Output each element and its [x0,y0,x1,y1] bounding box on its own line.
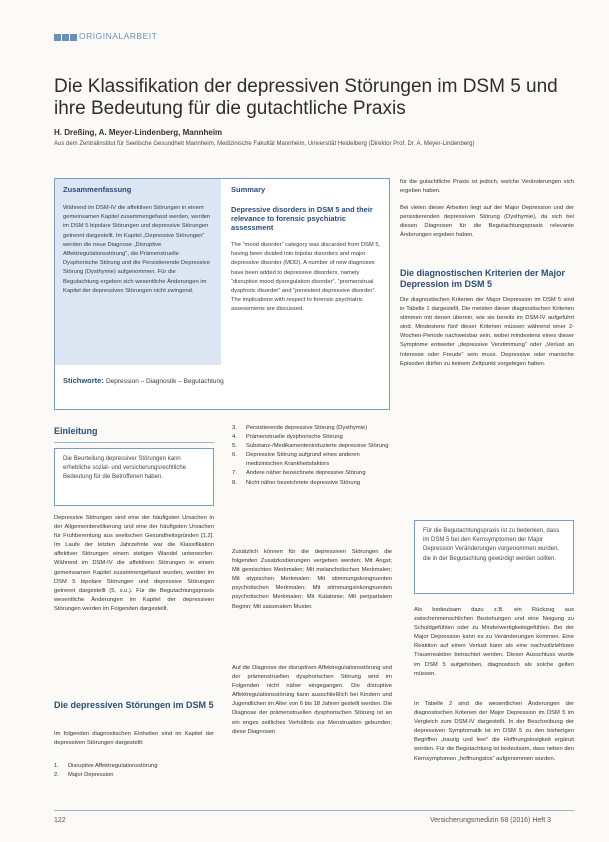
dsm5-section-heading: Die depressiven Störungen im DSM 5 [54,700,214,710]
list-item: 1. Disruptive Affektregulationsstörung [54,763,158,769]
dsm5-intro: Im folgenden diagnostischen Einheiten sind im Kapitel der depressiven Störungen dargestellt: [54,731,214,747]
right-note-box: Für die Begutachtungspraxis ist zu bedenken, dass im DSM 5 bei den Kernsymptomen der Major Depression Veränderungen vorgenommen wurden, die in der Begutachtung gewürdigt werden sollten. [414,520,574,594]
keywords-value: Depression – Diagnostik – Begutachtung [105,378,224,385]
header-square-icon [54,34,61,41]
journal-citation: Versicherungsmedizin 68 (2016) Heft 3 [430,817,552,824]
list-item: 6. Depressive Störung aufgrund eines anderen medizinischen Krankheitsfaktors [232,452,360,468]
divider [54,442,214,443]
abstract-german-heading: Zusammenfassung [63,185,132,194]
abstract-english-heading: Summary [231,185,266,194]
einleitung-note-box: Die Beurteilung depressiver Störungen kann erhebliche sozial- und versicherungsrechtliche Bedeutung für die Betroffenen haben. [54,448,214,506]
list-item: 5. Substanz-/Medikamenteninduzierte depressive Störung [232,443,389,450]
einleitung-heading: Einleitung [54,426,98,436]
abstract-german-text: Während im DSM-IV die affektiven Störungen in einem gemeinsamen Kapitel zusammengefasst werden, werden im DSM 5 bipolare Störungen und depressive Störungen getrennt dargestellt. Im Kapitel „Depressive Störungen“ werden die neue Diagnose „Disruptive Affektregulationsstörung“, die Prämenstruelle Dysphorische Störung und die Persistierende Depressive Störung (Dysthymie) aufgenommen. Für die Begutachtung ergeben sich wesentliche Änderungen im Kapitel der depressiven Störungen nicht zwingend. [63,205,211,294]
abstract-english-text: The “mood disorder” category was discarded from DSM 5, having been divided into bipolar disorders and major depressive disorder (MDD). A number of new diagnoses have been added to depressive disorders, namely “disruptive mood dysregulation disorder”, “premenstrual dysphoric disorder” and “persistent depressive disorder”. The implications with respect to forensic psychiatric assessments are discussed. [231,242,381,313]
keywords [63,376,383,385]
middle-text-1: Zusätzlich können für die depressiven Störungen die folgenden Zusatzkodierungen vergeben werden: Mit Angst; Mit gemischten Merkmalen; Mit melancholischen Merkmalen; Mit atypischen Merkmalen; Mit stimmungskongruenten psychotischen Merkmalen; Mit stimmungsinkongruenten psychotischen Merkmalen; Mit Katatonie; Mit peripartalem Beginn; Mit saisonalem Muster. [232,549,392,610]
header-square-icon [62,34,69,41]
keywords-label: Stichworte: [63,376,104,385]
list-item: 8. Nicht näher bezeichnete depressive Störung [232,479,361,486]
abstract-english-subtitle: Depressive disorders in DSM 5 and their relevance to forensic psychiatric assessment [231,205,373,232]
abstract-box [54,178,390,410]
list-item: 7. Andere näher bezeichnete depressive Störung [232,470,366,477]
section-label: ORIGINALARBEIT [79,31,158,41]
dsm5-list-middle [232,424,392,488]
footer-divider [54,810,574,811]
right-text-2: Bei vielen dieser Arbeiten liegt auf der Major Depression und der persistierenden depressiven Störung (Dysthymie), da sich bei diesen Diagnosen für die Begutachtungspraxis relevante Änderungen ergeben haben. [400,205,574,239]
middle-text-2: Auf die Diagnose der disruptiven Affektregulationsstörung und der prämenstruellen dysphorischen Störung wird im Folgenden nicht näher eingegangen. Die disruptive Affektregulationsstörung kann ausschließlich bei Kindern und Jugendlichen im Alter von 6 bis 18 Jahren gestellt werden. Die Diagnose der prämenstruellen dysphorischen Störung ist an ein enges zeitliches Verhältnis zur Menstruation gebunden; diese Diagnosen [232,665,392,735]
affiliation: Aus dem Zentralinstitut für Seelische Gesundheit Mannheim, Medizinische Fakultät Mannheim, Universität Heidelberg (Direktor Prof. Dr. A. Meyer-Lindenberg) [54,141,475,147]
list-item: 2. Major Depression [54,772,114,779]
article-title: Die Klassifikation der depressiven Störungen im DSM 5 und ihre Bedeutung für die gutachtliche Praxis [54,76,558,119]
list-item: 3. Persistierende depressive Störung (Dysthymie) [232,425,368,431]
right-text-1: für die gutachtliche Praxis ist jedoch, welche Veränderungen sich ergeben haben. [400,179,574,195]
right-text-4: Als bedeutsam dazu z.B. ein Rückzug aus zwischenmenschlichen Beziehungen und eine Neigung zu Schuldgefühlen oder zu Minderwertigkeitsgefühlen. Bei der Major Depression kann es zu Veränderungen kommen. Eine Reaktion auf einen Verlust kann als eine nachvollziehbare Trauerreaktion betrachtet werden. Dieser Ausschluss wurde im DSM 5 aufgehoben, diagnostisch als solche gelten müssen. [414,607,574,677]
einleitung-text: Depressive Störungen sind eine der häufigsten Ursachen in der Allgemeinbevölkerung und eine der häufigsten Ursachen für Frühberentung aus seelischen Gesundheitsgründen [1,2]. Im Laufe der letzten Jahrzehnte war die Klassifikation affektiver Störungen einem stetigen Wandel unterworfen. Während im DSM-IV die affektiven Störungen in einem gemeinsamen Kapitel zusammengefasst wurden, werden im DSM 5 bipolare Störungen und depressive Störungen getrennt dargestellt (5, s.u.). Für die Begutachtungspraxis wesentliche Änderungen im Kapitel der depressiven Störungen werden im Folgenden dargestellt. [54,515,214,612]
right-section-heading: Die diagnostischen Kriterien der Major Depression im DSM 5 [400,268,566,289]
right-text-3: Die diagnostischen Kriterien der Major Depression im DSM 5 sind in Tabelle 1 dargestellt. Die meisten dieser diagnostischen Kriterien stimmen mit denen überein, wie sie bereits im DSM-IV aufgeführt sind. Mindestens fünf dieser Kriterien müssen während einer 2-Wochen-Periode nachweisbar sein, wobei mindestens eines dieser Symptome entweder „depressive Verstimmung“ oder „Verlust an Interesse oder Freude“ sein muss. Depressive oder manische Episoden dürfen zu keinem Zeitpunkt vorgelegen haben. [400,297,574,367]
dsm5-list-left [54,762,214,780]
header-square-icon [70,34,77,41]
right-text-5: In Tabelle 2 sind die wesentlichen Änderungen der diagnostischen Kriterien der Major Depression im DSM 5 im Vergleich zum DSM-IV dargestellt. In der Beschreibung der depressiven Symptomatik ist im DSM 5 zu den bisherigen Begriffen „traurig und leer“ die Hoffnungslosigkeit ergänzt worden. Für die Begutachtung ist bedeutsam, dass neben den Kernsymptomen „hoffnungslos“ aufgenommen wurden. [414,701,574,762]
authors: H. Dreßing, A. Meyer-Lindenberg, Mannheim [54,128,223,137]
list-item: 4. Prämenstruelle dysphorische Störung [232,434,343,441]
page-number: 122 [54,817,66,824]
